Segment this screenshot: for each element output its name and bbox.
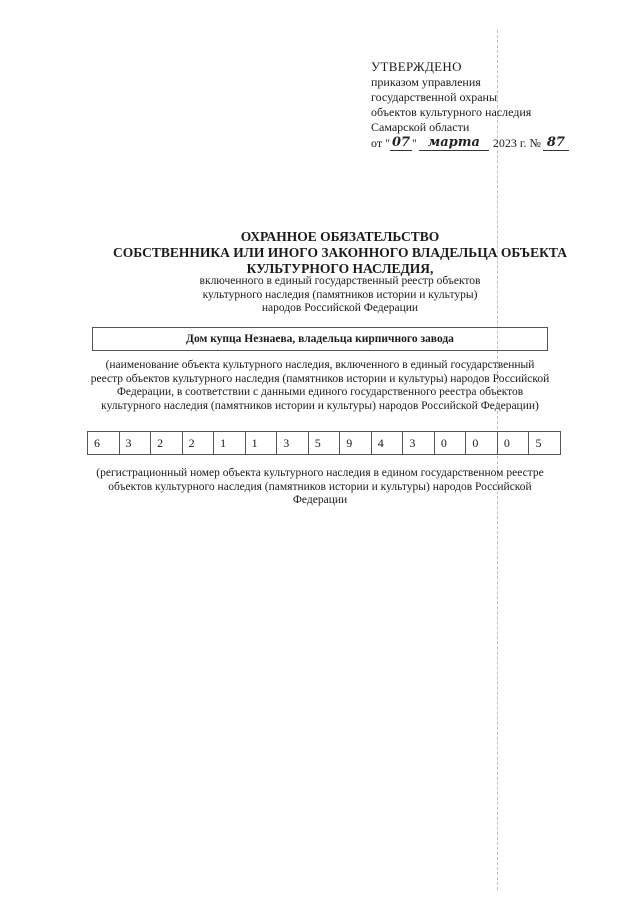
- scan-fold-line: [497, 30, 498, 890]
- caption-line: объектов культурного наследия (памятников истории и культуры) народов Российской: [108, 480, 532, 493]
- order-month-handwritten: марта: [419, 136, 489, 151]
- subtitle-line: включенного в единый государственный реестр объектов: [199, 275, 481, 287]
- registration-number-caption: [88, 467, 552, 508]
- document-subtitle: [110, 275, 570, 316]
- caption-line: Федерации: [292, 494, 348, 506]
- object-name-box: [92, 327, 548, 351]
- order-date-line: [371, 136, 621, 151]
- registration-digit: 1: [214, 432, 246, 454]
- registration-digit: 3: [120, 432, 152, 454]
- approval-line: государственной охраны: [371, 90, 498, 104]
- approval-line: объектов культурного наследия: [371, 105, 532, 119]
- approval-heading: УТВЕРЖДЕНО: [371, 59, 462, 74]
- order-number-handwritten: 87: [543, 136, 569, 151]
- approval-block: [371, 59, 621, 151]
- caption-line: культурного наследия (памятников истории и культуры) народов Российской Федерации): [101, 399, 539, 412]
- order-quote: ": [411, 136, 417, 150]
- subtitle-line: культурного наследия (памятников истории и культуры): [202, 288, 478, 301]
- registration-digit: 1: [246, 432, 278, 454]
- caption-line: (наименование объекта культурного наследия, включенного в единый государственный: [105, 359, 535, 371]
- caption-line: (регистрационный номер объекта культурного наследия в едином государственном реестре: [96, 467, 544, 479]
- approval-line: приказом управления: [371, 75, 481, 89]
- registration-digit: 5: [309, 432, 341, 454]
- order-day-handwritten: 07: [391, 135, 411, 150]
- order-prefix: от ": [371, 136, 390, 150]
- registration-number-grid: [87, 431, 561, 455]
- registration-digit: 4: [372, 432, 404, 454]
- registration-digit: 2: [151, 432, 183, 454]
- title-line: КУЛЬТУРНОГО НАСЛЕДИЯ,: [246, 261, 434, 276]
- registration-digit: 0: [435, 432, 467, 454]
- caption-line: Федерации, в соответствии с данными единого государственного реестра объектов: [116, 386, 524, 398]
- approval-line: Самарской области: [371, 120, 470, 134]
- registration-digit: 2: [183, 432, 215, 454]
- subtitle-line: народов Российской Федерации: [261, 302, 419, 314]
- registration-digit: 3: [403, 432, 435, 454]
- registration-digit: 5: [529, 432, 561, 454]
- registration-digit: 0: [466, 432, 498, 454]
- title-line: СОБСТВЕННИКА ИЛИ ИНОГО ЗАКОННОГО ВЛАДЕЛЬЦА ОБЪЕКТА: [113, 245, 567, 260]
- order-year: 2023 г. №: [492, 136, 541, 150]
- document-title: [95, 229, 585, 277]
- object-name: Дом купца Незнаева, владельца кирпичного завода: [186, 333, 454, 345]
- registration-digit: 6: [88, 432, 120, 454]
- registration-digit: 9: [340, 432, 372, 454]
- title-line: ОХРАННОЕ ОБЯЗАТЕЛЬСТВО: [240, 229, 440, 244]
- registration-digit: 0: [498, 432, 530, 454]
- object-name-caption: [88, 359, 552, 413]
- registration-digit: 3: [277, 432, 309, 454]
- caption-line: реестр объектов культурного наследия (памятников истории и культуры) народов Российской: [90, 372, 550, 385]
